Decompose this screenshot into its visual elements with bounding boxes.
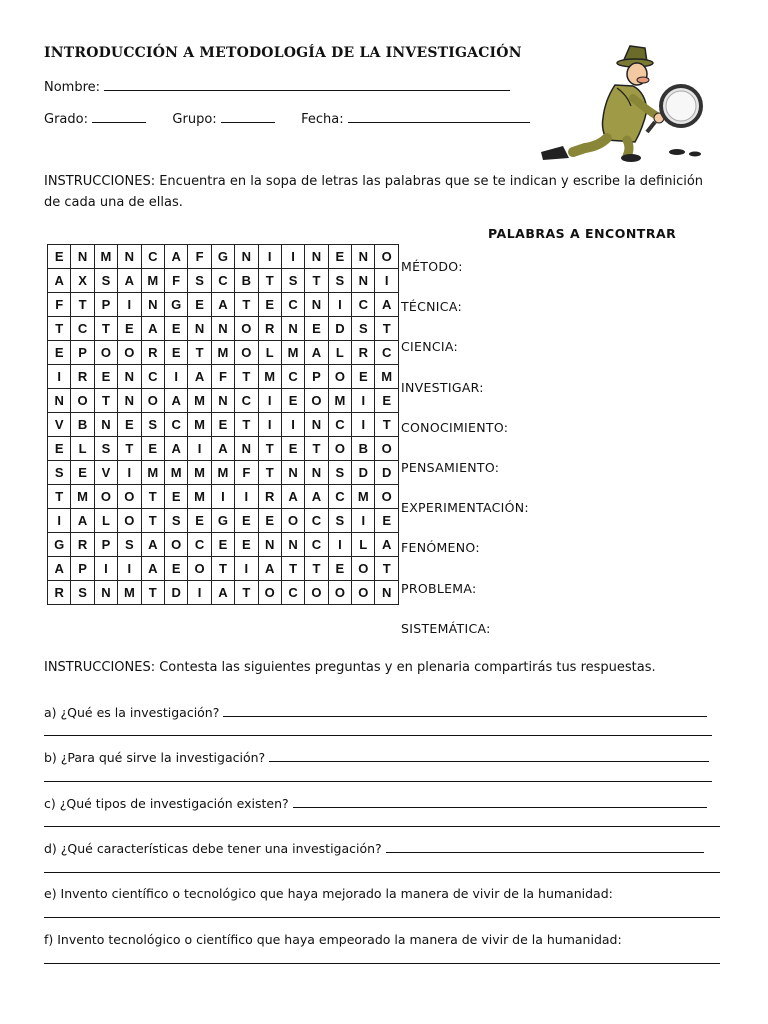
- grid-cell[interactable]: O: [352, 581, 375, 605]
- grid-cell[interactable]: I: [118, 461, 141, 485]
- grid-cell[interactable]: R: [71, 365, 94, 389]
- grid-cell[interactable]: M: [94, 245, 117, 269]
- grid-cell[interactable]: E: [211, 413, 234, 437]
- grid-cell[interactable]: E: [48, 245, 71, 269]
- grid-cell[interactable]: I: [188, 581, 211, 605]
- grid-cell[interactable]: B: [71, 413, 94, 437]
- grid-row: [48, 341, 399, 365]
- grid-cell[interactable]: E: [235, 533, 258, 557]
- grid-cell[interactable]: O: [141, 389, 164, 413]
- word-search-grid: [47, 244, 399, 605]
- grid-cell[interactable]: N: [281, 461, 304, 485]
- grid-cell[interactable]: O: [94, 341, 117, 365]
- fecha-field[interactable]: [348, 110, 530, 123]
- grid-cell[interactable]: N: [94, 413, 117, 437]
- grid-cell[interactable]: R: [258, 485, 281, 509]
- grid-cell[interactable]: N: [305, 461, 328, 485]
- grid-cell[interactable]: E: [328, 557, 351, 581]
- grid-cell[interactable]: I: [211, 485, 234, 509]
- grid-row: [48, 389, 399, 413]
- grid-cell[interactable]: T: [235, 365, 258, 389]
- grid-cell[interactable]: G: [164, 293, 187, 317]
- grid-cell[interactable]: B: [235, 269, 258, 293]
- detective-with-magnifying-glass-icon: [535, 40, 705, 165]
- grid-cell[interactable]: F: [188, 245, 211, 269]
- grid-cell[interactable]: N: [281, 533, 304, 557]
- question-b: [44, 749, 724, 765]
- grid-cell[interactable]: E: [211, 533, 234, 557]
- grid-cell[interactable]: E: [164, 485, 187, 509]
- grid-cell[interactable]: E: [164, 341, 187, 365]
- grid-cell[interactable]: C: [281, 365, 304, 389]
- grid-cell[interactable]: T: [94, 317, 117, 341]
- grid-cell[interactable]: S: [328, 509, 351, 533]
- question-c-text: c) ¿Qué tipos de investigación existen?: [44, 796, 289, 811]
- grid-cell[interactable]: N: [211, 317, 234, 341]
- grid-cell[interactable]: M: [211, 461, 234, 485]
- nombre-label: Nombre:: [44, 80, 101, 95]
- grid-cell[interactable]: A: [164, 389, 187, 413]
- grid-cell[interactable]: O: [118, 341, 141, 365]
- grid-cell[interactable]: B: [352, 437, 375, 461]
- answer-a-field[interactable]: [223, 704, 707, 717]
- grid-cell[interactable]: M: [258, 365, 281, 389]
- answer-c-field[interactable]: [293, 795, 707, 808]
- answer-d-line-2[interactable]: [44, 872, 720, 873]
- grid-cell[interactable]: T: [48, 317, 71, 341]
- grid-cell[interactable]: T: [141, 581, 164, 605]
- grid-cell[interactable]: E: [48, 437, 71, 461]
- grid-cell[interactable]: O: [375, 245, 398, 269]
- grid-cell[interactable]: N: [352, 245, 375, 269]
- grid-cell[interactable]: V: [48, 413, 71, 437]
- grid-cell[interactable]: T: [305, 269, 328, 293]
- grid-cell[interactable]: N: [258, 533, 281, 557]
- grid-cell[interactable]: T: [118, 437, 141, 461]
- grid-cell[interactable]: A: [305, 485, 328, 509]
- grid-cell[interactable]: I: [281, 413, 304, 437]
- grid-cell[interactable]: N: [235, 245, 258, 269]
- grid-cell[interactable]: L: [352, 533, 375, 557]
- grid-cell[interactable]: T: [48, 485, 71, 509]
- question-e: [44, 886, 724, 901]
- grid-cell[interactable]: T: [281, 557, 304, 581]
- grid-cell[interactable]: X: [71, 269, 94, 293]
- grid-cell[interactable]: A: [375, 533, 398, 557]
- grid-cell[interactable]: A: [48, 269, 71, 293]
- word-list-item: PROBLEMA:: [401, 580, 477, 596]
- grid-cell[interactable]: S: [71, 581, 94, 605]
- nombre-field[interactable]: [104, 78, 510, 91]
- grado-row: [44, 110, 530, 127]
- word-list-item: EXPERIMENTACIÓN:: [401, 500, 529, 516]
- grid-row: [48, 365, 399, 389]
- grid-cell[interactable]: I: [118, 557, 141, 581]
- grid-cell[interactable]: O: [235, 317, 258, 341]
- grid-row: [48, 557, 399, 581]
- grid-cell[interactable]: I: [375, 269, 398, 293]
- grid-cell[interactable]: A: [188, 365, 211, 389]
- grid-cell[interactable]: T: [71, 293, 94, 317]
- grid-cell[interactable]: N: [141, 293, 164, 317]
- grid-cell[interactable]: A: [258, 557, 281, 581]
- grid-cell[interactable]: T: [375, 317, 398, 341]
- question-f-text: f) Invento tecnológico o científico que haya empeorado la manera de vivir de la humanidad:: [44, 932, 622, 947]
- grid-cell[interactable]: S: [48, 461, 71, 485]
- grid-cell[interactable]: I: [352, 389, 375, 413]
- grid-cell[interactable]: E: [48, 341, 71, 365]
- grid-cell[interactable]: S: [328, 269, 351, 293]
- grid-cell[interactable]: I: [328, 533, 351, 557]
- word-list-item: CIENCIA:: [401, 339, 459, 355]
- grid-cell[interactable]: O: [328, 365, 351, 389]
- grid-cell[interactable]: C: [281, 581, 304, 605]
- grid-cell[interactable]: O: [375, 437, 398, 461]
- grid-cell[interactable]: I: [352, 509, 375, 533]
- grid-cell[interactable]: I: [188, 437, 211, 461]
- grid-cell[interactable]: S: [328, 461, 351, 485]
- grid-cell[interactable]: I: [48, 509, 71, 533]
- grid-cell[interactable]: R: [352, 341, 375, 365]
- grupo-field[interactable]: [221, 110, 275, 123]
- word-list-item: INVESTIGAR:: [401, 379, 484, 395]
- grid-cell[interactable]: T: [188, 341, 211, 365]
- grid-cell[interactable]: E: [258, 293, 281, 317]
- grid-cell[interactable]: A: [164, 437, 187, 461]
- grid-cell[interactable]: N: [211, 389, 234, 413]
- grid-cell[interactable]: M: [141, 269, 164, 293]
- grid-cell[interactable]: I: [235, 485, 258, 509]
- grid-row: [48, 413, 399, 437]
- grid-row: [48, 269, 399, 293]
- page-title: INTRODUCCIÓN A METODOLOGÍA DE LA INVESTIGACIÓN: [44, 45, 522, 61]
- grid-cell[interactable]: T: [258, 461, 281, 485]
- grid-cell[interactable]: I: [352, 413, 375, 437]
- grid-cell[interactable]: D: [375, 461, 398, 485]
- instructions-1-line-2: de cada una de ellas.: [44, 195, 183, 210]
- grid-cell[interactable]: C: [305, 509, 328, 533]
- grid-cell[interactable]: M: [211, 341, 234, 365]
- word-list-item: MÉTODO:: [401, 259, 463, 274]
- grid-cell[interactable]: E: [94, 365, 117, 389]
- grid-cell[interactable]: O: [188, 557, 211, 581]
- grid-cell[interactable]: N: [281, 317, 304, 341]
- grid-cell[interactable]: C: [141, 365, 164, 389]
- grid-cell[interactable]: O: [328, 581, 351, 605]
- grid-cell[interactable]: M: [141, 461, 164, 485]
- grid-cell[interactable]: T: [141, 509, 164, 533]
- grid-cell[interactable]: E: [281, 437, 304, 461]
- grid-cell[interactable]: P: [71, 341, 94, 365]
- grid-cell[interactable]: P: [94, 533, 117, 557]
- grid-cell[interactable]: C: [352, 293, 375, 317]
- grid-cell[interactable]: C: [328, 413, 351, 437]
- word-list-item: TÉCNICA:: [401, 299, 462, 315]
- grid-cell[interactable]: E: [328, 245, 351, 269]
- grid-cell[interactable]: I: [94, 557, 117, 581]
- answer-d-field[interactable]: [386, 840, 704, 853]
- grid-cell[interactable]: O: [235, 341, 258, 365]
- grid-cell[interactable]: O: [258, 581, 281, 605]
- grid-cell[interactable]: O: [305, 581, 328, 605]
- grid-cell[interactable]: L: [71, 437, 94, 461]
- grid-cell[interactable]: N: [94, 581, 117, 605]
- grid-cell[interactable]: M: [188, 485, 211, 509]
- grid-row: [48, 485, 399, 509]
- grid-cell[interactable]: C: [281, 293, 304, 317]
- grid-cell[interactable]: T: [375, 557, 398, 581]
- grid-cell[interactable]: E: [235, 509, 258, 533]
- grid-cell[interactable]: M: [375, 365, 398, 389]
- grid-cell[interactable]: E: [164, 317, 187, 341]
- grid-cell[interactable]: S: [188, 269, 211, 293]
- grid-cell[interactable]: I: [258, 245, 281, 269]
- grid-cell[interactable]: P: [71, 557, 94, 581]
- grid-cell[interactable]: A: [141, 557, 164, 581]
- question-a-text: a) ¿Qué es la investigación?: [44, 705, 220, 720]
- grid-cell[interactable]: T: [258, 269, 281, 293]
- grid-cell[interactable]: A: [141, 317, 164, 341]
- grid-cell[interactable]: O: [352, 557, 375, 581]
- grid-cell[interactable]: C: [164, 413, 187, 437]
- grid-cell[interactable]: O: [328, 437, 351, 461]
- grid-cell[interactable]: R: [258, 317, 281, 341]
- grid-cell[interactable]: C: [375, 341, 398, 365]
- fecha-label: Fecha:: [301, 112, 344, 127]
- grid-cell[interactable]: S: [94, 269, 117, 293]
- grid-row: [48, 437, 399, 461]
- grid-cell[interactable]: M: [164, 461, 187, 485]
- grid-cell[interactable]: O: [305, 389, 328, 413]
- grid-cell[interactable]: E: [71, 461, 94, 485]
- grid-cell[interactable]: F: [164, 269, 187, 293]
- word-list-item: PENSAMIENTO:: [401, 460, 500, 475]
- word-list-item: SISTEMÁTICA:: [401, 620, 491, 636]
- grid-row: [48, 293, 399, 317]
- grid-cell[interactable]: N: [305, 245, 328, 269]
- grid-cell[interactable]: C: [305, 533, 328, 557]
- grid-cell[interactable]: S: [281, 269, 304, 293]
- grid-cell[interactable]: A: [281, 485, 304, 509]
- grid-cell[interactable]: C: [188, 533, 211, 557]
- grid-cell[interactable]: N: [118, 245, 141, 269]
- grid-cell[interactable]: N: [305, 293, 328, 317]
- grid-cell[interactable]: T: [141, 485, 164, 509]
- grid-cell[interactable]: E: [164, 557, 187, 581]
- grid-cell[interactable]: D: [352, 461, 375, 485]
- grid-cell[interactable]: T: [375, 413, 398, 437]
- grid-cell[interactable]: E: [281, 389, 304, 413]
- grid-cell[interactable]: O: [164, 533, 187, 557]
- grid-cell[interactable]: C: [141, 245, 164, 269]
- grid-cell[interactable]: E: [375, 389, 398, 413]
- grid-cell[interactable]: C: [211, 269, 234, 293]
- answer-b-line-2[interactable]: [44, 781, 712, 782]
- answer-f-line[interactable]: [44, 963, 720, 964]
- grid-cell[interactable]: T: [235, 581, 258, 605]
- grid-cell[interactable]: I: [328, 293, 351, 317]
- grid-cell[interactable]: E: [352, 365, 375, 389]
- grid-cell[interactable]: N: [235, 437, 258, 461]
- grid-cell[interactable]: A: [71, 509, 94, 533]
- grid-cell[interactable]: E: [118, 413, 141, 437]
- grid-cell[interactable]: I: [118, 293, 141, 317]
- grid-cell[interactable]: N: [188, 317, 211, 341]
- word-list-item: FENÓMENO:: [401, 540, 480, 556]
- grid-cell[interactable]: S: [141, 413, 164, 437]
- grid-cell[interactable]: A: [305, 341, 328, 365]
- grid-cell[interactable]: L: [94, 509, 117, 533]
- grid-cell[interactable]: G: [211, 509, 234, 533]
- grid-cell[interactable]: E: [188, 509, 211, 533]
- grid-cell[interactable]: G: [211, 245, 234, 269]
- grid-cell[interactable]: M: [188, 413, 211, 437]
- grid-cell[interactable]: F: [235, 461, 258, 485]
- grid-cell[interactable]: I: [258, 389, 281, 413]
- grid-cell[interactable]: E: [305, 317, 328, 341]
- grid-cell[interactable]: C: [328, 485, 351, 509]
- grid-cell[interactable]: L: [328, 341, 351, 365]
- grid-cell[interactable]: M: [281, 341, 304, 365]
- grid-cell[interactable]: O: [375, 485, 398, 509]
- grid-cell[interactable]: S: [164, 509, 187, 533]
- grid-cell[interactable]: S: [94, 437, 117, 461]
- grid-cell[interactable]: A: [211, 293, 234, 317]
- grid-cell[interactable]: T: [305, 437, 328, 461]
- grid-row: [48, 317, 399, 341]
- grid-cell[interactable]: N: [375, 581, 398, 605]
- grid-cell[interactable]: C: [71, 317, 94, 341]
- grado-field[interactable]: [92, 110, 146, 123]
- grid-cell[interactable]: G: [48, 533, 71, 557]
- grid-cell[interactable]: A: [211, 437, 234, 461]
- word-list-item: CONOCIMIENTO:: [401, 419, 509, 435]
- instructions-1-line-1: INSTRUCCIONES: Encuentra en la sopa de letras las palabras que se te indican y escribe la definición: [44, 174, 704, 189]
- grid-cell[interactable]: N: [71, 245, 94, 269]
- grid-cell[interactable]: E: [188, 293, 211, 317]
- grid-row: [48, 509, 399, 533]
- grid-cell[interactable]: S: [118, 533, 141, 557]
- grid-cell[interactable]: F: [211, 365, 234, 389]
- answer-b-field[interactable]: [269, 749, 709, 762]
- grid-row: [48, 581, 399, 605]
- grid-cell[interactable]: M: [352, 485, 375, 509]
- question-d: [44, 840, 724, 856]
- grid-cell[interactable]: I: [164, 365, 187, 389]
- grid-row: [48, 245, 399, 269]
- word-list-title: PALABRAS A ENCONTRAR: [488, 226, 677, 241]
- grid-cell[interactable]: A: [118, 269, 141, 293]
- grid-cell[interactable]: I: [235, 557, 258, 581]
- grid-cell[interactable]: E: [118, 317, 141, 341]
- answer-c-line-2[interactable]: [44, 826, 720, 827]
- grid-cell[interactable]: V: [94, 461, 117, 485]
- grid-cell[interactable]: L: [258, 341, 281, 365]
- grid-cell[interactable]: I: [281, 245, 304, 269]
- grid-cell[interactable]: M: [188, 389, 211, 413]
- grid-row: [48, 461, 399, 485]
- grid-cell[interactable]: N: [48, 389, 71, 413]
- grid-cell[interactable]: F: [48, 293, 71, 317]
- grid-cell[interactable]: R: [48, 581, 71, 605]
- grid-cell[interactable]: T: [235, 293, 258, 317]
- grid-cell[interactable]: N: [118, 365, 141, 389]
- grid-cell[interactable]: A: [211, 581, 234, 605]
- grid-cell[interactable]: E: [141, 437, 164, 461]
- grid-cell[interactable]: S: [352, 317, 375, 341]
- grid-cell[interactable]: T: [235, 413, 258, 437]
- grid-cell[interactable]: C: [235, 389, 258, 413]
- grid-cell[interactable]: T: [94, 389, 117, 413]
- grid-cell[interactable]: E: [258, 509, 281, 533]
- grid-cell[interactable]: A: [164, 245, 187, 269]
- grid-cell[interactable]: O: [118, 509, 141, 533]
- grid-cell[interactable]: T: [258, 437, 281, 461]
- answer-a-line-2[interactable]: [44, 735, 712, 736]
- grid-cell[interactable]: O: [118, 485, 141, 509]
- question-a: [44, 704, 724, 720]
- grid-cell[interactable]: D: [164, 581, 187, 605]
- grid-cell[interactable]: P: [94, 293, 117, 317]
- grid-cell[interactable]: R: [71, 533, 94, 557]
- answer-e-line[interactable]: [44, 917, 720, 918]
- grid-cell[interactable]: A: [48, 557, 71, 581]
- grid-cell[interactable]: I: [258, 413, 281, 437]
- grid-cell[interactable]: T: [211, 557, 234, 581]
- grid-cell[interactable]: P: [305, 365, 328, 389]
- grado-label: Grado:: [44, 112, 88, 127]
- question-f: [44, 932, 724, 947]
- grid-cell[interactable]: E: [375, 509, 398, 533]
- instructions-2: INSTRUCCIONES: Contesta las siguientes preguntas y en plenaria compartirás tus respuestas.: [44, 660, 656, 675]
- nombre-row: [44, 78, 510, 95]
- grid-cell[interactable]: M: [188, 461, 211, 485]
- grid-cell[interactable]: O: [94, 485, 117, 509]
- grid-cell[interactable]: O: [71, 389, 94, 413]
- question-e-text: e) Invento científico o tecnológico que haya mejorado la manera de vivir de la humanidad:: [44, 886, 613, 901]
- grid-cell[interactable]: A: [375, 293, 398, 317]
- grid-cell[interactable]: D: [328, 317, 351, 341]
- grid-cell[interactable]: M: [328, 389, 351, 413]
- grid-cell[interactable]: N: [118, 389, 141, 413]
- grid-cell[interactable]: R: [141, 341, 164, 365]
- grid-row: [48, 533, 399, 557]
- grid-cell[interactable]: T: [305, 557, 328, 581]
- grupo-label: Grupo:: [172, 112, 217, 127]
- grid-cell[interactable]: I: [48, 365, 71, 389]
- question-c: [44, 795, 724, 811]
- grid-cell[interactable]: N: [305, 413, 328, 437]
- grid-cell[interactable]: M: [118, 581, 141, 605]
- question-d-text: d) ¿Qué características debe tener una investigación?: [44, 841, 382, 856]
- grid-cell[interactable]: A: [141, 533, 164, 557]
- grid-cell[interactable]: N: [352, 269, 375, 293]
- grid-cell[interactable]: M: [71, 485, 94, 509]
- question-b-text: b) ¿Para qué sirve la investigación?: [44, 750, 266, 765]
- grid-cell[interactable]: O: [281, 509, 304, 533]
